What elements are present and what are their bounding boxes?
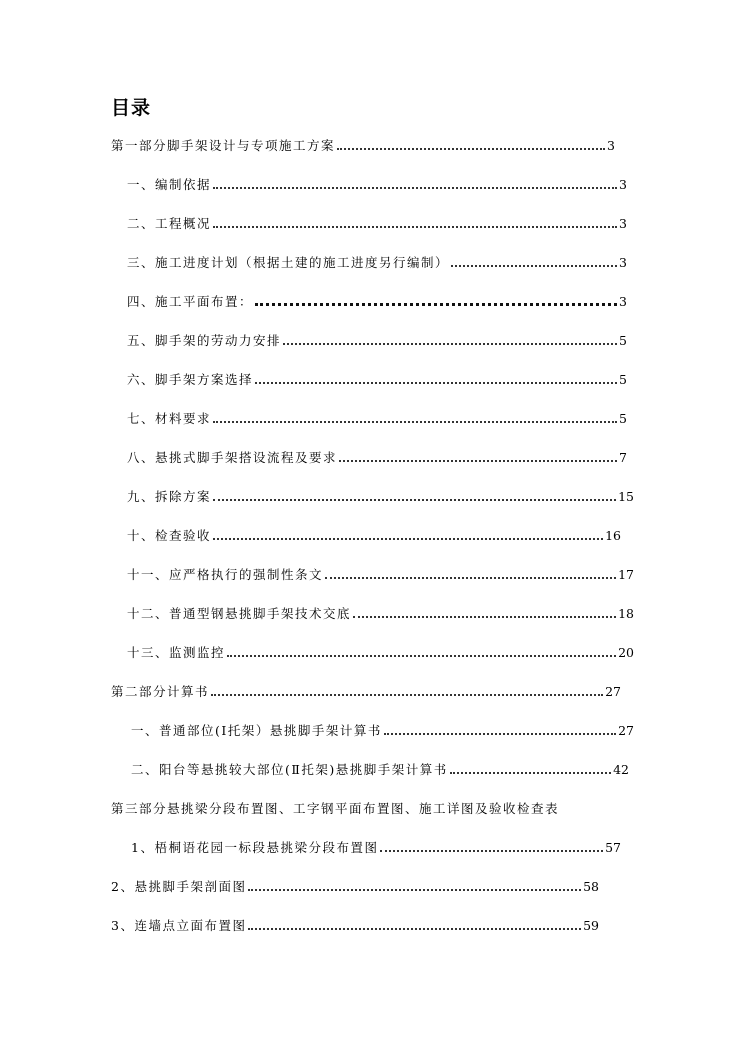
toc-entry-label: 一、普通部位(Ⅰ托架）悬挑脚手架计算书 bbox=[131, 723, 382, 738]
toc-leader-dots bbox=[380, 850, 603, 852]
toc-entry-label: 四、施工平面布置： bbox=[127, 294, 254, 309]
toc-leader-dots bbox=[248, 928, 581, 930]
toc-entry-label: 八、悬挑式脚手架搭设流程及要求 bbox=[127, 450, 338, 465]
toc-entry[interactable] bbox=[131, 719, 634, 739]
toc-entry-page: 17 bbox=[618, 567, 634, 582]
toc-entry-label: 十一、应严格执行的强制性条文 bbox=[127, 567, 324, 582]
toc-leader-dots bbox=[337, 148, 605, 150]
toc-entry-page: 20 bbox=[618, 645, 634, 660]
toc-entry-page: 3 bbox=[619, 177, 627, 192]
toc-entry[interactable] bbox=[127, 602, 634, 622]
toc-leader-dots bbox=[213, 226, 617, 228]
toc-entry-label: 五、脚手架的劳动力安排 bbox=[127, 333, 282, 348]
toc-entry[interactable] bbox=[127, 212, 627, 232]
toc-leader-dots bbox=[213, 538, 603, 540]
toc-entry[interactable] bbox=[111, 914, 599, 934]
toc-entry-label: 九、拆除方案 bbox=[127, 489, 212, 504]
toc-entry[interactable] bbox=[131, 758, 629, 778]
toc-entry[interactable] bbox=[131, 836, 621, 856]
toc-entry[interactable] bbox=[127, 485, 634, 505]
toc-entry[interactable] bbox=[127, 368, 627, 388]
toc-entry-label: 十二、普通型钢悬挑脚手架技术交底 bbox=[127, 606, 352, 621]
toc-entry-label: 第三部分悬挑梁分段布置图、工字钢平面布置图、施工详图及验收检查表 bbox=[111, 801, 560, 816]
toc-entry[interactable] bbox=[127, 407, 627, 427]
toc-title: 目录 bbox=[111, 97, 152, 119]
toc-entry-label: 第一部分脚手架设计与专项施工方案 bbox=[111, 138, 336, 153]
toc-entry-page: 27 bbox=[605, 684, 621, 699]
toc-entry[interactable] bbox=[127, 251, 627, 271]
toc-entry-label: 六、脚手架方案选择 bbox=[127, 372, 254, 387]
toc-entry-label: 十三、监测监控 bbox=[127, 645, 226, 660]
toc-entry[interactable] bbox=[111, 680, 621, 700]
toc-entry-page: 5 bbox=[619, 411, 627, 426]
toc-entry-page: 3 bbox=[607, 138, 615, 153]
toc-leader-dots bbox=[227, 655, 616, 657]
toc-leader-dots bbox=[213, 421, 617, 423]
toc-entry-label: 二、阳台等悬挑较大部位(Ⅱ托架)悬挑脚手架计算书 bbox=[131, 762, 448, 777]
toc-entry[interactable] bbox=[111, 875, 599, 895]
toc-leader-dots bbox=[248, 889, 581, 891]
toc-entry-label: 七、材料要求 bbox=[127, 411, 212, 426]
toc-leader-dots bbox=[384, 733, 616, 735]
toc-entry-page: 3 bbox=[619, 294, 627, 309]
toc-entry-page: 42 bbox=[613, 762, 629, 777]
toc-entry-label: 一、编制依据 bbox=[127, 177, 212, 192]
toc-entry-label: 三、施工进度计划（根据土建的施工进度另行编制） bbox=[127, 255, 450, 270]
toc-leader-dots bbox=[450, 772, 611, 774]
toc-leader-dots bbox=[283, 343, 617, 345]
toc-entry-page: 57 bbox=[605, 840, 621, 855]
toc-entry-label: 3、连墙点立面布置图 bbox=[111, 918, 247, 933]
toc-entry[interactable] bbox=[127, 641, 634, 661]
toc-entry[interactable] bbox=[127, 563, 634, 583]
toc-entry-page: 5 bbox=[619, 372, 627, 387]
toc-leader-dots bbox=[339, 460, 617, 462]
toc-entry[interactable] bbox=[127, 173, 627, 193]
toc-entry-page: 18 bbox=[618, 606, 634, 621]
toc-entry-label: 第二部分计算书 bbox=[111, 684, 210, 699]
toc-entry-page: 3 bbox=[619, 255, 627, 270]
toc-leader-dots bbox=[255, 303, 617, 306]
toc-leader-dots bbox=[213, 499, 616, 501]
toc-entry-page: 3 bbox=[619, 216, 627, 231]
toc-entry[interactable] bbox=[127, 524, 621, 544]
toc-entry[interactable] bbox=[127, 446, 627, 466]
toc-entry[interactable] bbox=[111, 797, 611, 817]
toc-leader-dots bbox=[213, 187, 617, 189]
toc-entry-page: 59 bbox=[583, 918, 599, 933]
toc-entry-page: 27 bbox=[618, 723, 634, 738]
toc-entry-label: 十、检查验收 bbox=[127, 528, 212, 543]
toc-entry-page: 5 bbox=[619, 333, 627, 348]
toc-entry-page: 16 bbox=[605, 528, 621, 543]
toc-leader-dots bbox=[451, 265, 617, 267]
toc-entry[interactable] bbox=[127, 329, 627, 349]
toc-leader-dots bbox=[325, 577, 616, 579]
toc-leader-dots bbox=[353, 616, 616, 618]
toc-entry[interactable] bbox=[111, 134, 615, 154]
toc-entry-page: 58 bbox=[583, 879, 599, 894]
toc-leader-dots bbox=[211, 694, 603, 696]
toc-entry-page: 7 bbox=[619, 450, 627, 465]
toc-entry-label: 二、工程概况 bbox=[127, 216, 212, 231]
toc-entry-page: 15 bbox=[618, 489, 634, 504]
toc-leader-dots bbox=[255, 382, 617, 384]
toc-entry-label: 1、梧桐语花园一标段悬挑梁分段布置图 bbox=[131, 840, 379, 855]
toc-entry-label: 2、悬挑脚手架剖面图 bbox=[111, 879, 247, 894]
toc-entry[interactable] bbox=[127, 290, 627, 310]
